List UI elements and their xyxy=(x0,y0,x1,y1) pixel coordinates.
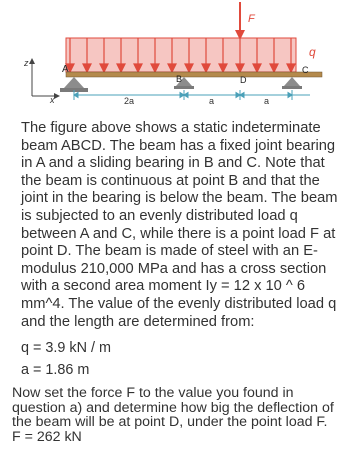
beam-diagram xyxy=(0,0,350,110)
axis-x-label: x xyxy=(50,95,55,105)
question-statement: Now set the force F to the value you found in question a) and determine how big the deflection of the beam will be at point D, under the point load F. xyxy=(12,385,334,431)
distributed-load xyxy=(66,38,296,72)
point-D-label: D xyxy=(240,75,247,85)
beam xyxy=(66,72,322,77)
axis-z-label: z xyxy=(24,58,29,68)
problem-statement: The figure above shows a static indeterminate beam ABCD. The beam has a fixed joint bearing in A and a sliding bearing in B and C. Note that the beam is continuous at point B and that the joint in the bearing is below the beam. The beam is subjected to an evenly distributed load q between A and C, while there is a point load F at point D. The beam is made of steel with an E-modulus 210,000 MPa and has a cross section with a second area moment Iy = 12 x 10 ^ 6 mm^4. The value of the evenly distributed load q and the length are determined from: xyxy=(21,120,338,330)
dimension-line xyxy=(74,90,310,100)
load-F-label: F xyxy=(248,13,255,25)
dimension-2a-label: 2a xyxy=(124,96,135,106)
load-q-label: q xyxy=(309,45,316,59)
dimension-a1-label: a xyxy=(209,96,215,106)
support-A xyxy=(60,77,88,92)
point-load-arrow xyxy=(235,2,245,40)
problem-text-block xyxy=(0,112,350,445)
point-A-label: A xyxy=(62,64,69,75)
point-B-label: B xyxy=(176,74,183,84)
F-value: F = 262 kN xyxy=(12,428,82,445)
a-value: a = 1.86 m xyxy=(21,362,90,379)
coordinate-axes xyxy=(29,58,60,99)
point-C-label: C xyxy=(302,65,309,75)
beam-figure xyxy=(0,0,350,110)
support-C xyxy=(282,77,302,89)
dimension-a2-label: a xyxy=(264,96,270,106)
q-value: q = 3.9 kN / m xyxy=(21,340,111,357)
